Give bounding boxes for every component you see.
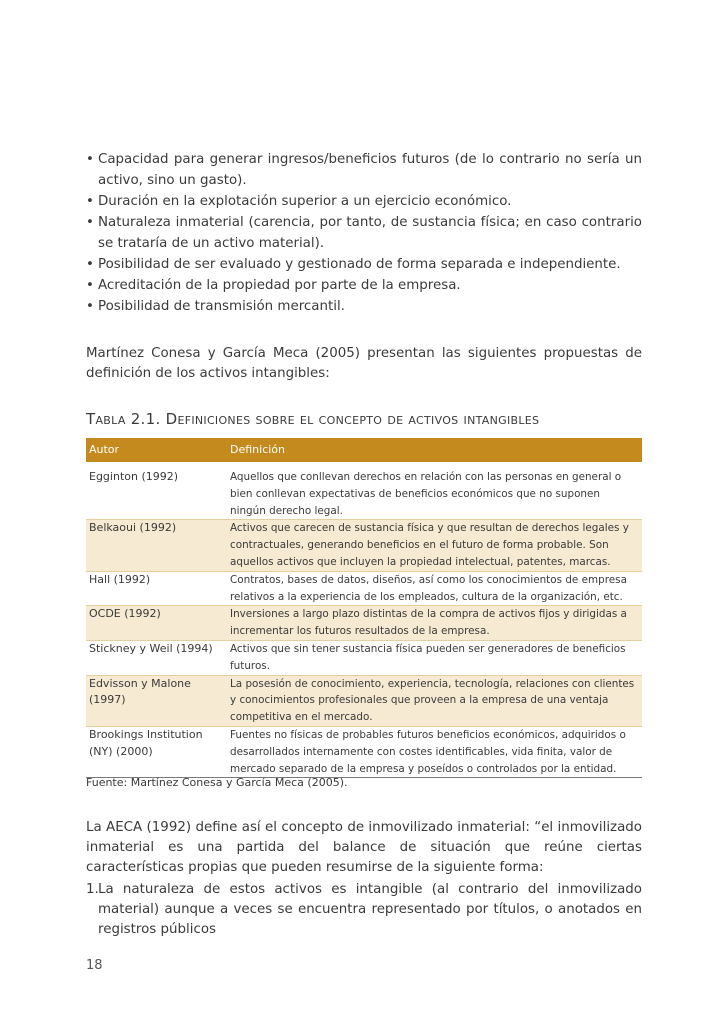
- cell-autor: Belkaoui (1992): [86, 520, 227, 571]
- bullet-icon: •: [86, 194, 94, 209]
- table-header-row: [86, 438, 642, 462]
- table-row: [86, 726, 642, 777]
- list-item: • Naturaleza inmaterial (carencia, por tanto, de sustancia física; en caso contrario se trataría de un activo material).: [86, 212, 642, 254]
- table-row: [86, 606, 642, 641]
- list-item: 1. La naturaleza de estos activos es intangible (al contrario del inmovilizado material) aunque a veces se encuentra representado por títulos, o anotados en registros públicos: [86, 882, 642, 937]
- cell-definicion: Fuentes no físicas de probables futuros beneficios económicos, adquiridos o desarrollados internamente con costes identificables, vida finita, valor de mercado separado de la empresa y poseídos o controlados por la entidad.: [227, 726, 642, 777]
- bullet-icon: •: [86, 299, 94, 314]
- cell-definicion: La posesión de conocimiento, experiencia, tecnología, relaciones con clientes y conocimientos profesionales que proveen a la empresa de una ventaja competitiva en el mercado.: [227, 675, 642, 726]
- cell-autor: OCDE (1992): [86, 606, 227, 641]
- cell-autor: Brookings Institution (NY) (2000): [86, 726, 227, 777]
- cell-autor: Egginton (1992): [86, 462, 227, 520]
- bullet-icon: •: [86, 278, 94, 293]
- header-autor: Autor: [86, 438, 227, 462]
- intro-paragraph: Martínez Conesa y García Meca (2005) presentan las siguientes propuestas de definición de los activos intangibles:: [86, 346, 642, 381]
- bullet-icon: •: [86, 152, 94, 167]
- table-title: Tabla 2.1. Definiciones sobre el concepto de activos intangibles: [86, 410, 540, 428]
- cell-definicion: Activos que carecen de sustancia física y que resultan de derechos legales y contractuales, generando beneficios en el futuro de forma probable. Son aquellos activos que incluyen la propiedad intelectual, patentes, marcas.: [227, 520, 642, 571]
- numbered-list: [86, 880, 642, 940]
- cell-definicion: Contratos, bases de datos, diseños, así como los conocimientos de empresa relativos a la experiencia de los empleados, cultura de la organización, etc.: [227, 571, 642, 606]
- list-item: • Posibilidad de transmisión mercantil.: [86, 296, 642, 317]
- table-row: [86, 571, 642, 606]
- header-definicion: Definición: [227, 438, 642, 462]
- list-item: • Posibilidad de ser evaluado y gestionado de forma separada e independiente.: [86, 254, 642, 275]
- table-row: [86, 675, 642, 726]
- table-row: [86, 462, 642, 520]
- cell-definicion: Aquellos que conllevan derechos en relación con las personas en general o bien conllevan expectativas de beneficios económicos que no suponen ningún derecho legal.: [227, 462, 642, 520]
- table-row: [86, 640, 642, 675]
- list-number: 1.: [86, 882, 99, 897]
- bullet-icon: •: [86, 257, 94, 272]
- definitions-table: [86, 438, 642, 778]
- aeca-paragraph: La AECA (1992) define así el concepto de inmovilizado inmaterial: “el inmovilizado inmaterial es una partida del balance de situación que reúne ciertas características propias que pueden resumirse de la siguiente forma:: [86, 820, 642, 875]
- cell-autor: Edvisson y Malone (1997): [86, 675, 227, 726]
- bullet-list: [86, 149, 642, 317]
- cell-autor: Stickney y Weil (1994): [86, 640, 227, 675]
- cell-definicion: Inversiones a largo plazo distintas de la compra de activos fijos y dirigidas a incrementar los futuros resultados de la empresa.: [227, 606, 642, 641]
- table-source: Fuente: Martínez Conesa y García Meca (2005).: [86, 776, 348, 789]
- page-number: 18: [86, 958, 103, 973]
- list-item: • Duración en la explotación superior a un ejercicio económico.: [86, 191, 642, 212]
- cell-definicion: Activos que sin tener sustancia física pueden ser generadores de beneficios futuros.: [227, 640, 642, 675]
- table-row: [86, 520, 642, 571]
- list-item: • Capacidad para generar ingresos/beneficios futuros (de lo contrario no sería un activo, sino un gasto).: [86, 149, 642, 191]
- list-item: • Acreditación de la propiedad por parte de la empresa.: [86, 275, 642, 296]
- bullet-icon: •: [86, 215, 94, 230]
- cell-autor: Hall (1992): [86, 571, 227, 606]
